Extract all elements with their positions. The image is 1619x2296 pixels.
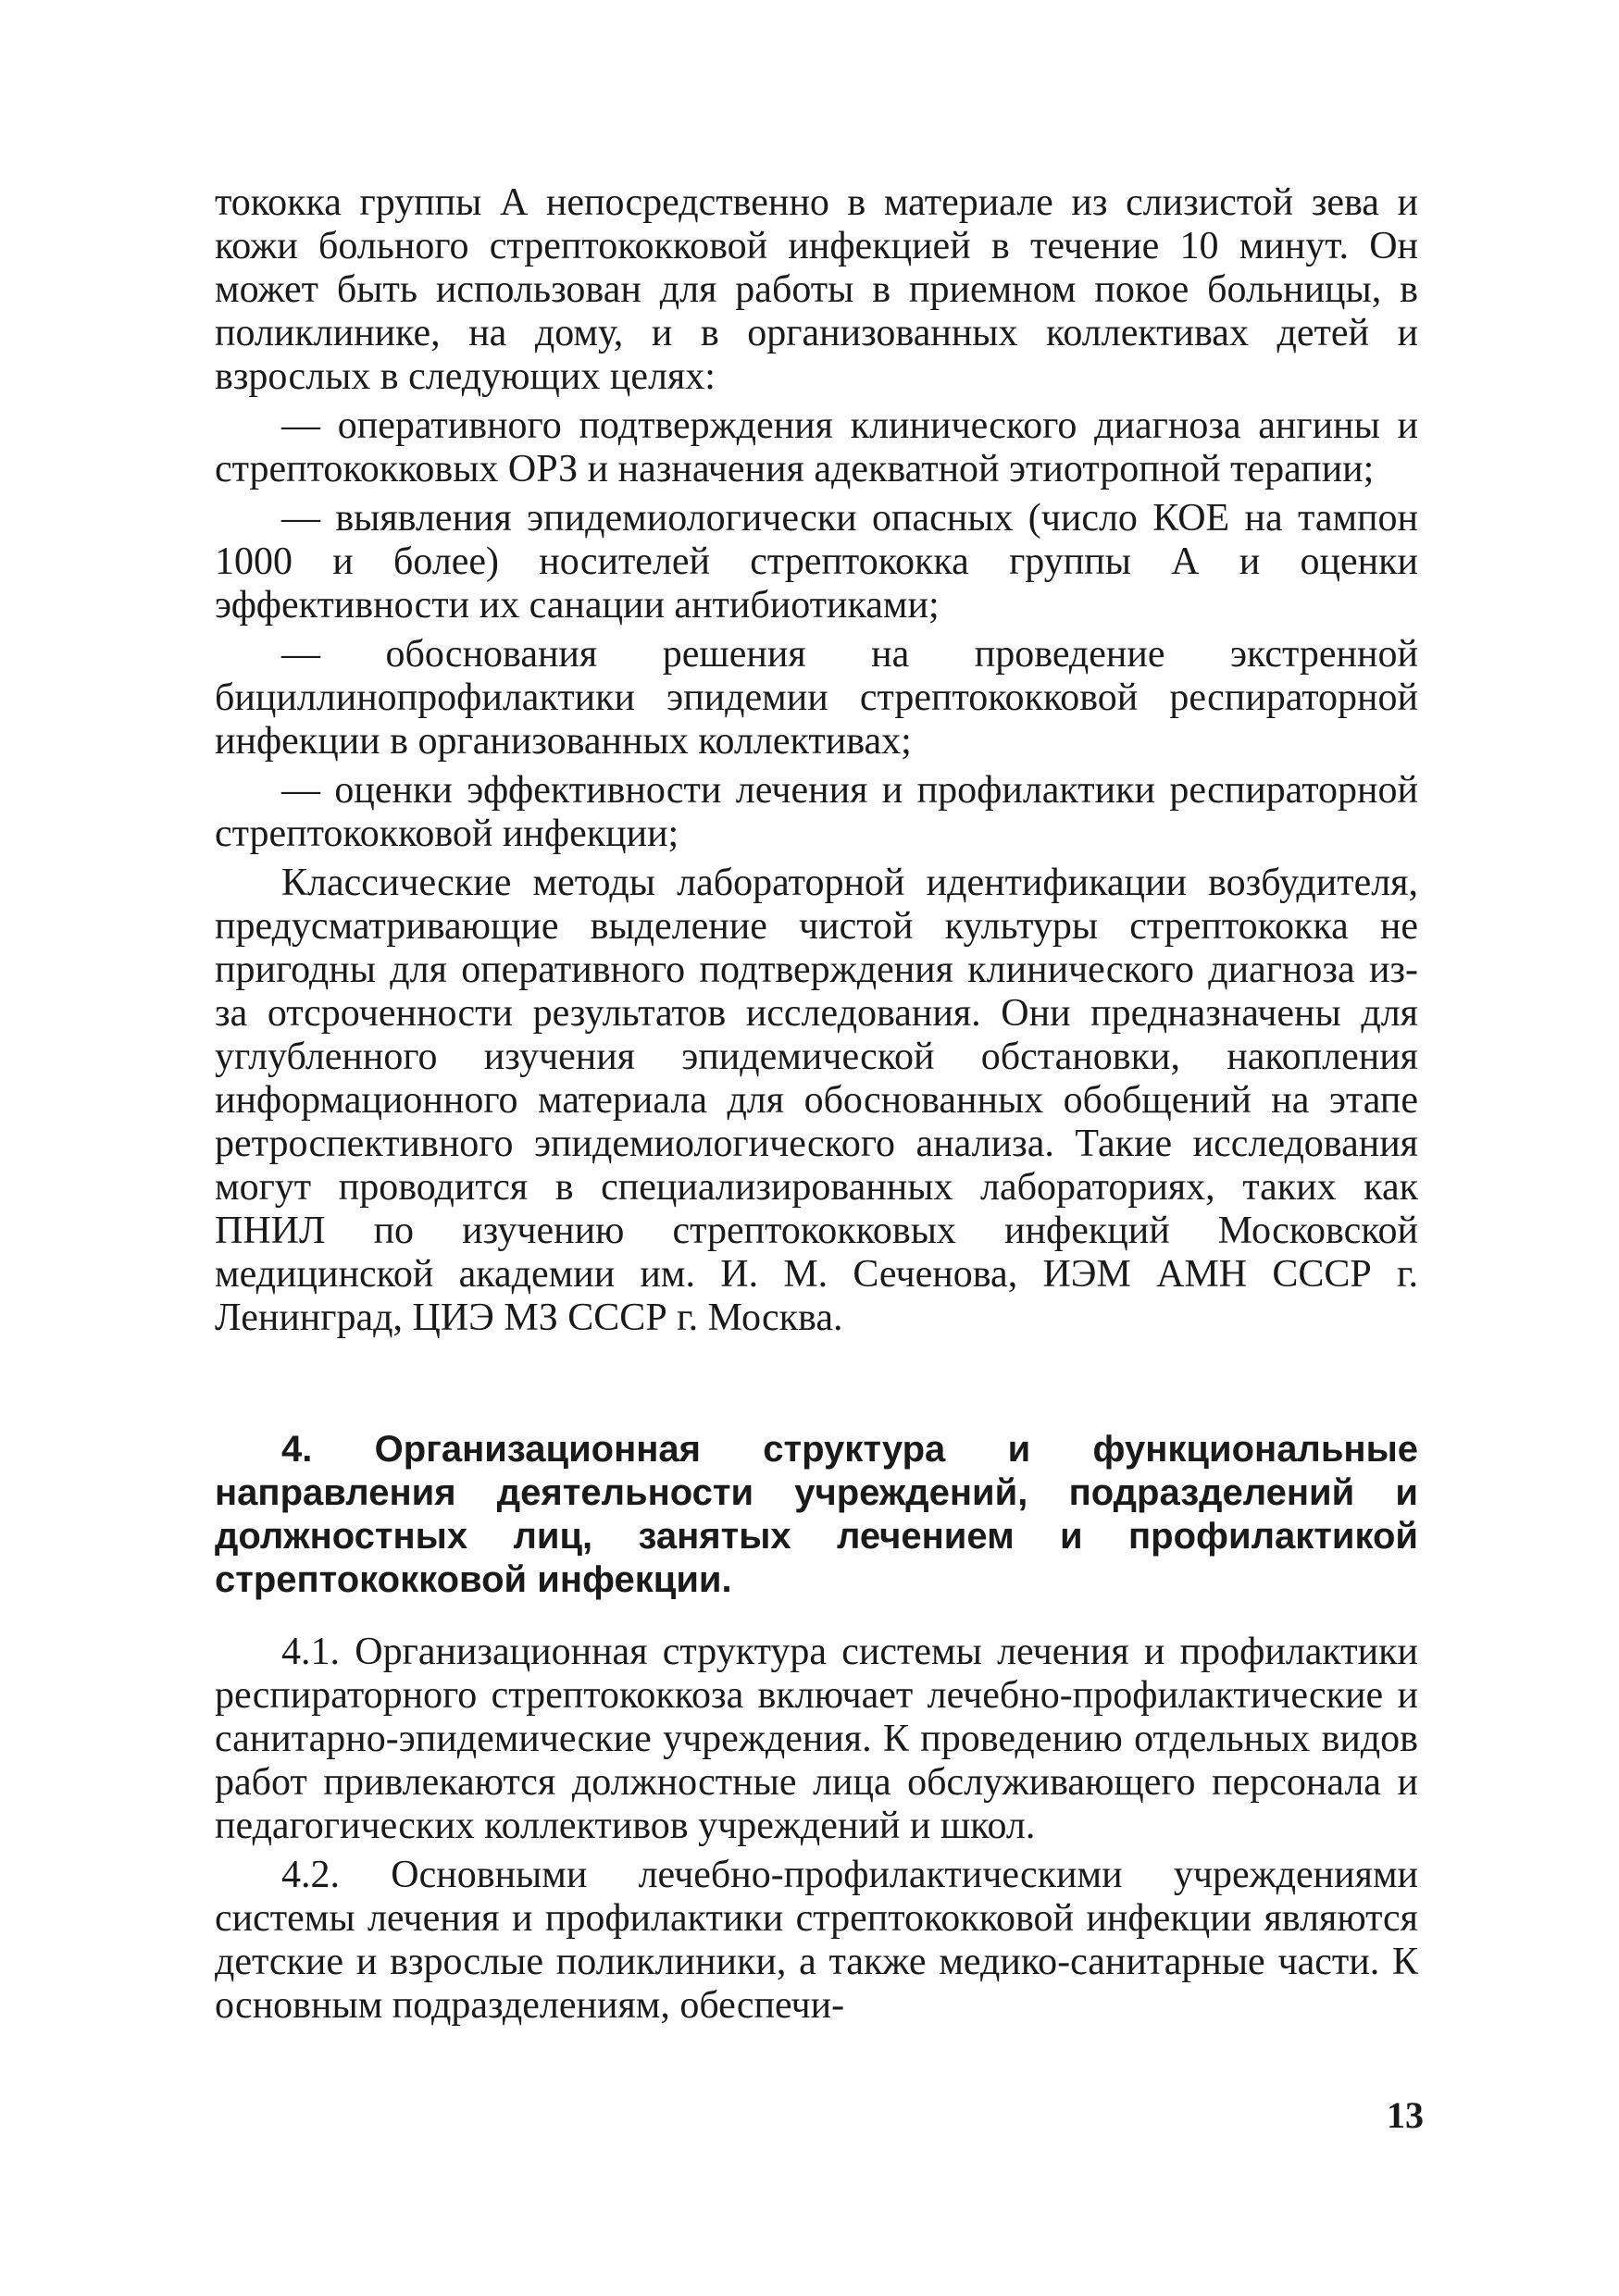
list-item-effectiveness: — оценки эффективности лечения и профилактики респираторной стрептококковой инфекции; bbox=[215, 769, 1418, 855]
paragraph-continuation: тококка группы А непосредственно в материале из слизистой зева и кожи больного стрептококковой инфекцией в течение 10 минут. Он может быть использован для работы в приемном покое больницы, в поликлинике, на дому, и в организованных коллективах детей и взрослых в следующих целях: bbox=[215, 181, 1418, 398]
list-item-carriers: — выявления эпидемиологически опасных (число КОЕ на тампон 1000 и более) носителей стрептококка группы А и оценки эффективности их санации антибиотиками; bbox=[215, 497, 1418, 627]
paragraph-4-1: 4.1. Организационная структура системы лечения и профилактики респираторного стрептококкоза включает лечебно-профилактические и санитарно-эпидемические учреждения. К проведению отдельных видов работ привлекаются должностные лица обслуживающего персонала и педагогических коллективов учреждений и школ. bbox=[215, 1631, 1418, 1847]
body-text-top bbox=[215, 181, 1418, 1340]
body-text-bottom bbox=[215, 1631, 1418, 2028]
list-item-diagnosis: — оперативного подтверждения клинического диагноза ангины и стрептококковых ОРЗ и назначения адекватной этиотропной терапии; bbox=[215, 404, 1418, 490]
paragraph-4-2: 4.2. Основными лечебно-профилактическими учреждениями системы лечения и профилактики стрептококковой инфекции являются детские и взрослые поликлиники, а также медико-санитарные части. К основным подразделениям, обеспечи- bbox=[215, 1854, 1418, 2027]
paragraph-classic-methods: Классические методы лабораторной идентификации возбудителя, предусматривающие выделение чистой культуры стрептококка не пригодны для оперативного подтверждения клинического диагноза из-за отсроченности результатов исследования. Они предназначены для углубленного изучения эпидемической обстановки, накопления информационного материала для обоснованных обобщений на этапе ретроспективного эпидемиологического анализа. Такие исследования могут проводится в специализированных лабораториях, таких как ПНИЛ по изучению стрептококковых инфекций Московской медицинской академии им. И. М. Сеченова, ИЭМ АМН СССР г. Ленинград, ЦИЭ МЗ СССР г. Москва. bbox=[215, 862, 1418, 1339]
list-item-prophylaxis: — обоснования решения на проведение экстренной бициллинопрофилактики эпидемии стрептококковой респираторной инфекции в организованных коллективах; bbox=[215, 633, 1418, 763]
page-number: 13 bbox=[1387, 2094, 1424, 2136]
section-heading: 4. Организационная структура и функциональные направления деятельности учреждений, подразделений и должностных лиц, занятых лечением и профилактикой стрептококковой инфекции. bbox=[215, 1429, 1418, 1600]
